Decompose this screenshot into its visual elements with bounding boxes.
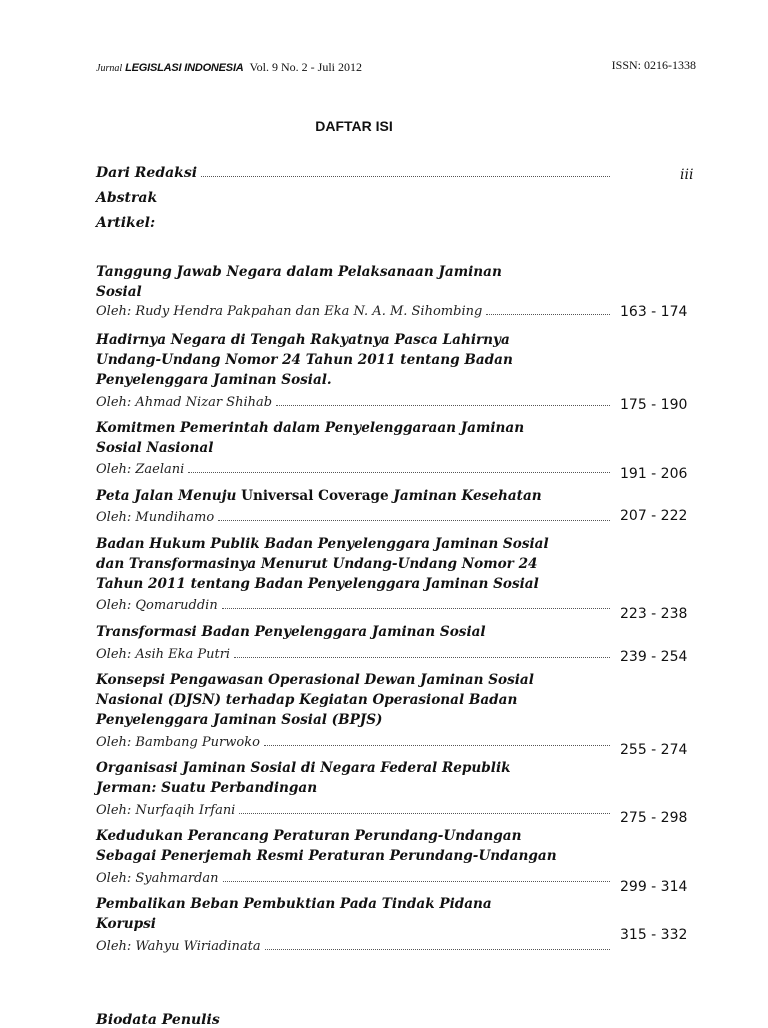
article-title-line: Penyelenggara Jaminan Sosial (BPJS) (96, 712, 383, 728)
article-title-line: Kedudukan Perancang Peraturan Perundang-Undangan (96, 828, 522, 844)
article-title[interactable] (96, 534, 612, 594)
article-pages: 315 - 332 (620, 927, 688, 943)
dot-leader (223, 881, 610, 882)
article-author-row (96, 735, 612, 750)
article-title-line: Tahun 2011 tentang Badan Penyelenggara Jaminan Sosial (96, 576, 539, 592)
article-title[interactable] (96, 330, 612, 390)
dot-leader (222, 608, 610, 609)
article-author: Oleh: Asih Eka Putri (96, 647, 231, 662)
journal-script-label: Jurnal (96, 63, 123, 74)
article-title[interactable] (96, 894, 612, 934)
article-pages: 275 - 298 (620, 810, 688, 826)
article-pages: 223 - 238 (620, 606, 688, 622)
journal-masthead (96, 60, 362, 75)
article-title[interactable] (96, 758, 612, 798)
article-title-line: Komitmen Pemerintah dalam Penyelenggaraan Jaminan (96, 420, 525, 436)
dot-leader (264, 745, 610, 746)
dot-leader (265, 949, 610, 950)
article-author-row (96, 395, 612, 410)
journal-volume: Vol. 9 No. 2 - Juli 2012 (249, 60, 362, 74)
journal-brand: LEGISLASI INDONESIA (125, 62, 244, 74)
article-pages: 175 - 190 (620, 397, 688, 413)
article-title-part: Jaminan Kesehatan (388, 488, 542, 504)
toc-entry-artikel-heading: Artikel: (96, 215, 156, 231)
article-author: Oleh: Rudy Hendra Pakpahan dan Eka N. A. M. Sihombing (96, 304, 483, 319)
dot-leader (234, 657, 610, 658)
article-title[interactable] (96, 486, 612, 506)
dot-leader (188, 472, 610, 473)
article-title-line: Jerman: Suatu Perbandingan (96, 780, 318, 796)
dot-leader (276, 405, 610, 406)
toc-entry-label: Dari Redaksi (96, 165, 198, 181)
article-author-row (96, 462, 612, 477)
article-pages: 191 - 206 (620, 466, 688, 482)
article-title-line: Sosial (96, 284, 142, 300)
article-title-part: Universal Coverage (241, 488, 389, 504)
article-pages: 239 - 254 (620, 649, 688, 665)
article-title[interactable] (96, 826, 612, 866)
article-title-line: Sosial Nasional (96, 440, 214, 456)
article-title-line: dan Transformasinya Menurut Undang-Undang Nomor 24 (96, 556, 538, 572)
article-title-line: Pembalikan Beban Pembuktian Pada Tindak Pidana (96, 896, 492, 912)
issn-label: ISSN: 0216-1338 (611, 58, 696, 72)
article-title-line: Badan Hukum Publik Badan Penyelenggara Jaminan Sosial (96, 536, 549, 552)
article-title-line: Nasional (DJSN) terhadap Kegiatan Operasional Badan (96, 692, 518, 708)
article-pages: 207 - 222 (620, 508, 688, 524)
article-author: Oleh: Nurfaqih Irfani (96, 803, 236, 818)
dot-leader (201, 176, 610, 177)
article-title-line: Konsepsi Pengawasan Operasional Dewan Jaminan Sosial (96, 672, 534, 688)
article-title[interactable] (96, 622, 612, 642)
article-title[interactable] (96, 418, 612, 458)
article-title[interactable] (96, 262, 612, 302)
article-pages: 299 - 314 (620, 879, 688, 895)
toc-entry-abstrak[interactable]: Abstrak (96, 190, 158, 206)
article-title-line: Undang-Undang Nomor 24 Tahun 2011 tentang Badan (96, 352, 513, 368)
article-author: Oleh: Qomaruddin (96, 598, 218, 613)
article-author-row (96, 304, 612, 319)
article-author-row (96, 939, 612, 954)
article-author-row (96, 871, 612, 886)
article-author: Oleh: Wahyu Wiriadinata (96, 939, 261, 954)
dot-leader (486, 314, 610, 315)
article-author-row (96, 598, 612, 613)
article-pages: 163 - 174 (620, 304, 688, 320)
article-title-line: Tanggung Jawab Negara dalam Pelaksanaan Jaminan (96, 264, 502, 280)
dot-leader (239, 813, 610, 814)
article-pages: 255 - 274 (620, 742, 688, 758)
article-title-line: Penyelenggara Jaminan Sosial. (96, 372, 332, 388)
dot-leader (218, 520, 610, 521)
page-header (96, 56, 696, 78)
article-author: Oleh: Zaelani (96, 462, 185, 477)
article-title-line: Organisasi Jaminan Sosial di Negara Federal Republik (96, 760, 511, 776)
article-title-part: Peta Jalan Menuju (96, 488, 242, 504)
article-author-row (96, 510, 612, 525)
article-author-row (96, 803, 612, 818)
article-title-line: Korupsi (96, 916, 156, 932)
article-author: Oleh: Syahmardan (96, 871, 219, 886)
article-title-line: Sebagai Penerjemah Resmi Peraturan Perundang-Undangan (96, 848, 557, 864)
article-author: Oleh: Bambang Purwoko (96, 735, 260, 750)
article-title-line: Transformasi Badan Penyelenggara Jaminan Sosial (96, 624, 486, 640)
article-author-row (96, 647, 612, 662)
article-author: Oleh: Mundihamo (96, 510, 215, 525)
article-author: Oleh: Ahmad Nizar Shihab (96, 395, 273, 410)
article-title[interactable] (96, 670, 612, 730)
toc-entry-biodata[interactable]: Biodata Penulis (96, 1012, 220, 1028)
article-title-line: Hadirnya Negara di Tengah Rakyatnya Pasca Lahirnya (96, 332, 510, 348)
toc-page-number: iii (680, 167, 694, 183)
toc-entry-dari-redaksi[interactable] (96, 165, 612, 181)
page-title: DAFTAR ISI (315, 118, 393, 134)
